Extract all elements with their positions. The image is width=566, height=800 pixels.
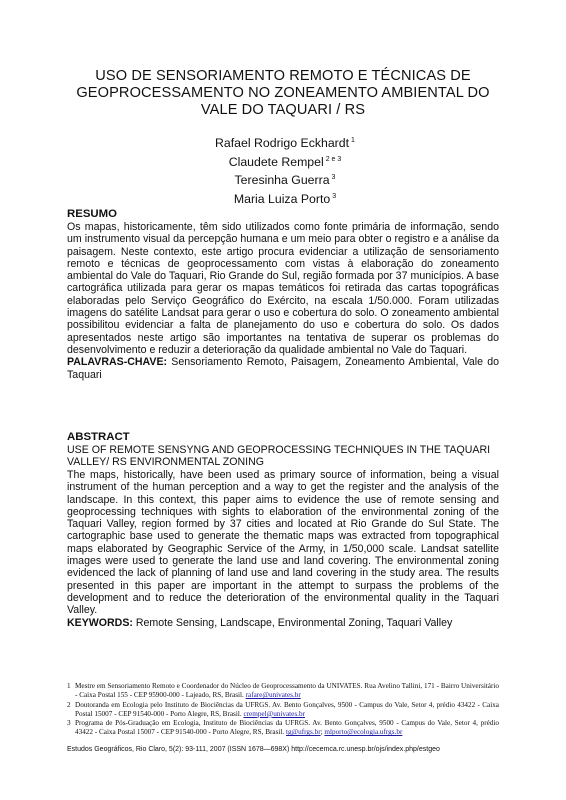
resumo-text: Os mapas, historicamente, têm sido utilizados como fonte primária de informação, sendo um instrumento visual da percepção humana e um meio para obter o registro e a análise da paisagem. Neste contexto, este artigo procura evidenciar a utilização de sensoriamento remoto e técnicas de geoprocessamento com vistas à elaboração do zoneamento ambiental do Vale do Taquari, Rio Grande do Sul, região formada por 37 municípios. A base cartográfica utilizada para gerar os mapas temáticos foi retirada das cartas topográficas elaboradas pelo Serviço Geográfico do Exército, na escala 1/50.000. Foram utilizadas imagens do satélite Landsat para gerar o uso e cobertura do solo. O zoneamento ambiental possibilitou evidenciar a falta de planejamento do uso e cobertura do solo. Os dados apresentados neste artigo são importantes na tentativa de superar os problemas do desenvolvimento e reduzir a deterioração da qualidade ambiental no Vale do Taquari. [67, 221, 499, 356]
author-name: Teresinha Guerra [234, 173, 330, 187]
resumo-heading: RESUMO [67, 208, 117, 220]
author-affiliation-mark: 1 [351, 137, 355, 144]
author-name: Claudete Rempel [228, 154, 324, 169]
footnote-text: Mestre em Sensoriamento Remoto e Coordenador do Núcleo de Geoprocessamento da UNIVATES. Rua Avelino Tallini, 171 - Bairro Universitário - Caixa Postal 155 - CEP 95900-000 - Lajeado, RS, Brasil. [75, 682, 499, 700]
author [160, 189, 410, 208]
footnote [67, 701, 499, 719]
footnote-number: 1 [67, 682, 71, 690]
keywords-pt-label: PALAVRAS-CHAVE: [67, 356, 168, 369]
journal-footer: Estudos Geográficos, Rio Claro, 5(2): 93-111, 2007 (ISSN 1678—698X) http://cecemca.rc.unesp.br/ojs/index.php/estgeo [67, 746, 440, 753]
author-list [160, 133, 410, 207]
author [160, 170, 410, 189]
keywords-en-label: KEYWORDS: [67, 616, 133, 629]
email-link[interactable]: mlporto@ecologia.ufrgs.br [324, 728, 403, 737]
keywords-pt: Sensoriamento Remoto, Paisagem, Zoneamento Ambiental, Vale do Taquari [67, 356, 499, 381]
footnote-text: Programa de Pós-Graduação em Ecologia, Instituto de Biociências da UFRGS. Av. Bento Gonçalves, 9500 - Campus do Vale, Setor 4, prédio 43422 - Caixa Postal 15007 - CEP 91540-000 - Porto Alegre, RS, Brasil. [75, 719, 499, 737]
abstract-section [67, 469, 499, 629]
author-affiliation-mark: 3 [332, 192, 337, 200]
footnote [67, 682, 499, 700]
author-name: Rafael Rodrigo Eckhardt [215, 136, 350, 150]
author-name: Maria Luiza Porto [233, 191, 331, 206]
email-link[interactable]: rafare@univates.br [245, 691, 301, 700]
abstract-subtitle: USE OF REMOTE SENSYNG AND GEOPROCESSING TECHNIQUES IN THE TAQUARI VALLEY/ RS ENVIRONMENTAL ZONING [67, 444, 491, 469]
footnotes [67, 682, 499, 738]
abstract-text: The maps, historically, have been used as primary source of information, being a visual instrument of the human perception and a way to get the register and the analysis of the landscape. In this context, this paper aims to evidence the use of remote sensing and geoprocessing techniques with sights to elaboration of the environmental zoning of the Taquari Valley, region formed by 37 cities and located at Rio Grande do Sul State. The cartographic base used to generate the thematic maps was extracted from topographical maps elaborated by Geographic Service of the Army, in 1/50,000 scale. Landsat satellite images were used to generate the land use and land covering. The environmental zoning evidenced the lack of planning of land use and land covering in the study area. The results presented in this paper are important in the attempt to surpass the problems of the development and to reduce the deterioration of the environmental quality in the Taquari Valley. [67, 469, 499, 617]
email-link[interactable]: crempel@univates.br [243, 709, 305, 718]
keywords-en: Remote Sensing, Landscape, Environmental Zoning, Taquari Valley [135, 616, 453, 629]
footnote-text: Doutoranda em Ecologia pelo Instituto de Biociências da UFRGS. Av. Bento Gonçalves, 9500 - Campus do Vale, Setor 4, prédio 43422 - Caixa Postal 15007 - CEP 91540-000 - Porto Alegre, RS, Brasil. [75, 700, 499, 718]
footnote-number: 3 [67, 719, 71, 728]
author [160, 133, 410, 152]
author-affiliation-mark: 2 e 3 [325, 155, 342, 163]
paper-title: USO DE SENSORIAMENTO REMOTO E TÉCNICAS DE GEOPROCESSAMENTO NO ZONEAMENTO AMBIENTAL DO VALE DO TAQUARI / RS [76, 68, 490, 118]
author [160, 152, 410, 171]
footnote: 3 Programa de Pós-Graduação em Ecologia, Instituto de Biociências da UFRGS. Av. Bento Gonçalves, 9500 - Campus do Vale, Setor 4, prédio 43422 - Caixa Postal 15007 - CEP 91540-000 - Porto Alegre, RS, Brasil. tg@ufrgs.br; mlporto@ecologia.ufrgs.br [67, 719, 499, 737]
resumo-section [67, 221, 499, 381]
email-link[interactable]: tg@ufrgs.br [285, 728, 321, 737]
abstract-heading: ABSTRACT [67, 431, 130, 443]
footnote-number: 2 [67, 700, 71, 709]
author-affiliation-mark: 3 [331, 174, 336, 181]
